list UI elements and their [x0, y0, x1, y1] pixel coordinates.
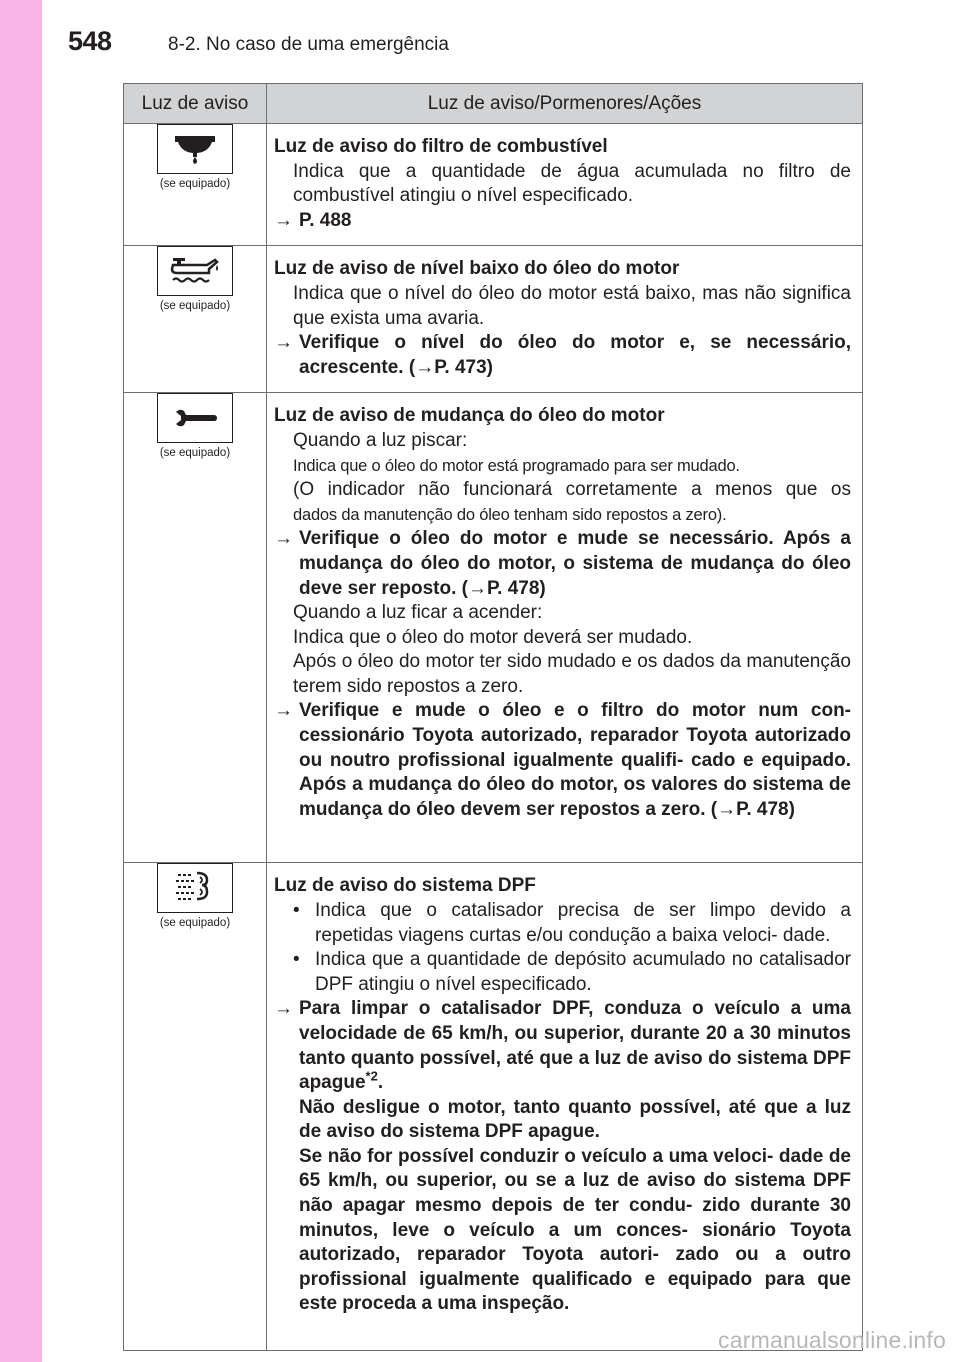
table-row: [124, 393, 863, 863]
fuel-filter-icon: [157, 124, 233, 174]
low-oil-level-icon: [157, 246, 233, 296]
bullet-icon: •: [293, 949, 300, 971]
action-line: [274, 997, 851, 1317]
bullet-text: Indica que a quantidade de depósito acumulado no catalisador DPF atingiu o nível especificado.: [315, 949, 851, 995]
details-cell: [267, 863, 863, 1351]
arrow-icon: →: [274, 332, 293, 354]
icon-cell: [124, 863, 267, 1351]
row-title: Luz de aviso de mudança do óleo do motor: [274, 405, 665, 427]
row-description: Indica que a quantidade de água acumulada no filtro de combustível atingiu o nível especificado.: [293, 160, 851, 207]
row-description: dados da manutenção do óleo tenham sido repostos a zero).: [293, 505, 727, 524]
bullet-item: [274, 899, 851, 948]
action-line: [274, 209, 851, 234]
arrow-icon: →: [467, 577, 487, 599]
oil-change-wrench-icon: [157, 393, 233, 443]
side-tab-strip: [0, 0, 42, 1362]
arrow-icon: →: [274, 209, 293, 231]
row-description: (O indicador não funcionará corretamente a menos que os: [293, 479, 851, 501]
details-cell: [267, 393, 863, 863]
condition-label: Quando a luz piscar:: [293, 429, 468, 451]
action-text-part: Verifique o nível do óleo do motor e, se necessário, acrescente. (: [299, 332, 851, 378]
arrow-icon: →: [415, 356, 435, 378]
arrow-icon: →: [717, 798, 737, 820]
equipped-note: (se equipado): [159, 447, 231, 460]
col-header-details: Luz de aviso/Pormenores/Ações: [267, 84, 863, 124]
row-description: Indica que o óleo do motor deverá ser mudado.: [293, 626, 693, 648]
footnote-marker: *2: [365, 1068, 378, 1084]
action-text: [299, 997, 851, 1317]
arrow-icon: →: [274, 998, 293, 1020]
icon-cell: [124, 246, 267, 393]
action-text-part: Verifique o óleo do motor e mude se necessário. Após a mudança do óleo do motor, o sistema de mudança do óleo deve ser reposto. (: [299, 528, 851, 599]
action-paragraph: [299, 997, 851, 1095]
icon-cell: [124, 124, 267, 246]
condition-label: Quando a luz ficar a acender:: [293, 602, 543, 624]
equipped-note: (se equipado): [159, 300, 231, 313]
action-text-part: Para limpar o catalisador DPF, conduza o veículo a uma velocidade de 65 km/h, ou superior, durante 20 a 30 minutos tanto quanto possível, até que a luz de aviso do sistema DPF apague: [299, 998, 851, 1094]
col-header-warning-light: Luz de aviso: [124, 84, 267, 124]
action-text-part: .: [377, 1072, 384, 1094]
action-text-part: Verifique e mude o óleo e o filtro do motor num con- cessionário Toyota autorizado, reparador Toyota autorizado ou noutro profissional igualmente qualifi- cado e equipado. Após a mudança do óleo do motor, os valores do sistema de mudança do óleo devem ser repostos a zero. (: [299, 700, 851, 820]
table-row: [124, 124, 863, 246]
warning-lights-table: [123, 83, 863, 1351]
page-reference: P. 478): [736, 798, 795, 820]
row-description: Indica que o nível do óleo do motor está baixo, mas não significa que exista uma avaria.: [293, 282, 851, 329]
page-reference: P. 473): [434, 356, 493, 378]
bullet-text: Indica que o catalisador precisa de ser limpo devido a repetidas viagens curtas e/ou condução a baixa veloci- dade.: [315, 899, 851, 946]
action-line: [274, 331, 851, 380]
table-row: [124, 246, 863, 393]
equipped-note: (se equipado): [159, 178, 231, 190]
arrow-icon: →: [274, 700, 293, 722]
table-header-row: [124, 84, 863, 124]
action-text: [299, 699, 851, 822]
action-paragraph: Se não for possível conduzir o veículo a uma veloci- dade de 65 km/h, ou superior, ou se a luz de aviso do sistema DPF não apagar mesmo depois de ter condu- zido durante 30 minutos, leve o veículo a um conces- sionário Toyota autorizado, reparador Toyota autori- zado ou a outro profissional igualmente qualificado e equipado para que este proceda a uma inspeção.: [299, 1145, 851, 1315]
equipped-note: (se equipado): [159, 917, 231, 930]
row-title: Luz de aviso do filtro de combustível: [274, 136, 608, 157]
action-text: [299, 527, 851, 601]
action-line: [274, 699, 851, 822]
bullet-item: [274, 948, 851, 997]
page-reference: P. 488: [299, 209, 352, 231]
page-number: 548: [68, 26, 112, 56]
details-cell: [267, 124, 863, 246]
action-text: [299, 331, 851, 380]
bullet-icon: •: [293, 899, 300, 921]
details-cell: [267, 246, 863, 393]
row-title: Luz de aviso de nível baixo do óleo do motor: [274, 258, 680, 280]
dpf-system-icon: [157, 863, 233, 913]
icon-cell: [124, 393, 267, 863]
action-line: [274, 527, 851, 601]
arrow-icon: →: [274, 528, 293, 550]
page-reference: P. 478): [486, 577, 546, 599]
watermark: carmanualsonline.info: [718, 1327, 946, 1353]
section-title: 8-2. No caso de uma emergência: [168, 34, 449, 55]
row-description: Indica que o óleo do motor está programado para ser mudado.: [293, 456, 740, 475]
table-row: [124, 863, 863, 1351]
row-title: Luz de aviso do sistema DPF: [274, 875, 536, 897]
row-description: Após o óleo do motor ter sido mudado e os dados da manutenção terem sido repostos a zero.: [293, 651, 851, 697]
action-paragraph: Não desligue o motor, tanto quanto possível, até que a luz de aviso do sistema DPF apague.: [299, 1096, 851, 1143]
